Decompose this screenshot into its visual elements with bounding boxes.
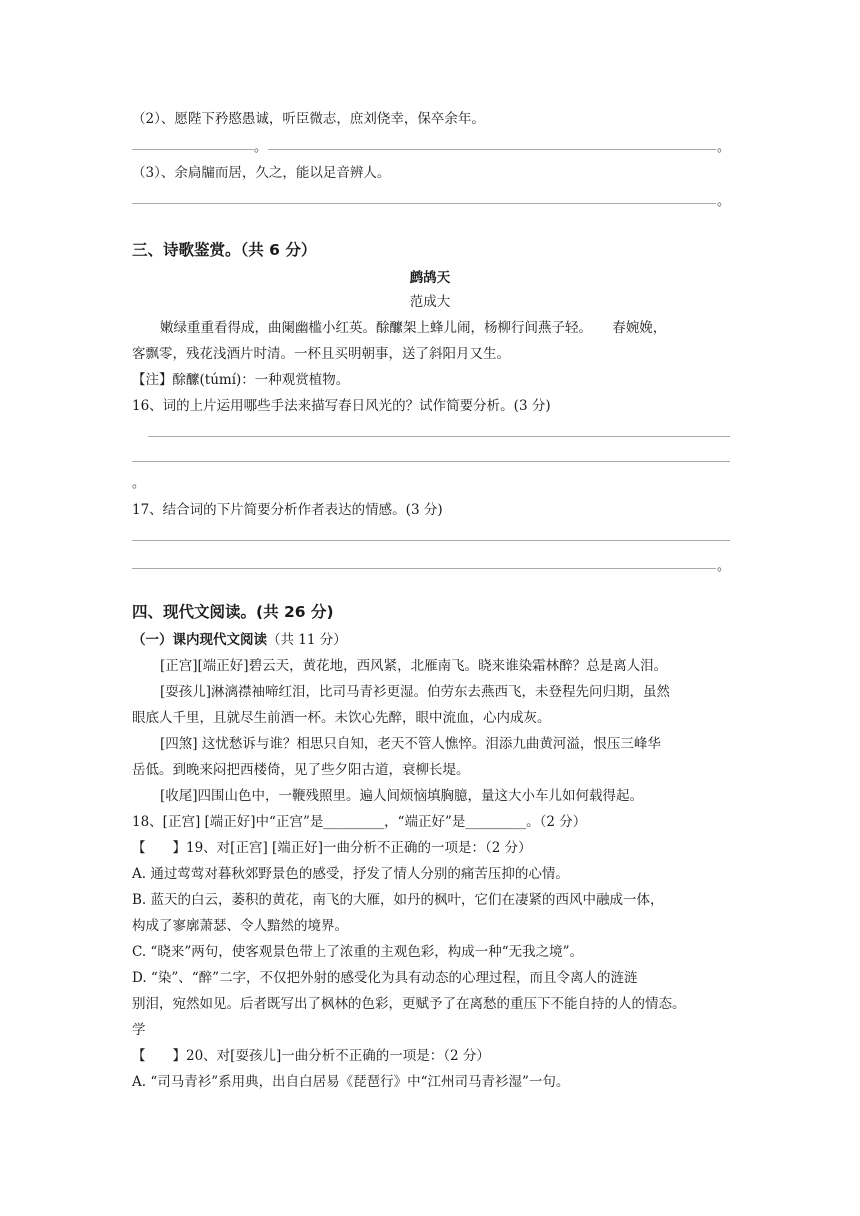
qu-paragraph: [正宫][端正好]碧云天，黄花地，西风紧，北雁南飞。晓来谁染霜林醉？总是离人泪。	[160, 658, 668, 674]
answer-line-2a[interactable]	[132, 149, 254, 150]
answer-line-2b[interactable]	[268, 149, 716, 150]
question-19: 【 】19、对[正宫] [端正好]一曲分析不正确的一项是：（2 分）	[132, 840, 532, 856]
option-d: D. “染”、“醉”二字，不仅把外射的感受化为具有动态的心理过程，而且令离人的涟涟	[132, 970, 638, 986]
option-a: A. 通过莺莺对暮秋郊野景色的感受，抒发了情人分别的痛苦压抑的心情。	[132, 866, 569, 882]
option-d: 别泪，宛然如见。后者既写出了枫林的色彩，更赋予了在离愁的重压下不能自持的人的情态。	[132, 996, 686, 1012]
poem-line: 客飘零，残花浅酒片时清。一杯且买明朝事，送了斜阳月又生。	[132, 346, 510, 362]
option-b: 构成了寥廓萧瑟、令人黯然的境界。	[132, 918, 348, 934]
period-mark: 。	[717, 194, 731, 209]
period-mark: 。	[254, 140, 268, 155]
poem-note: 【注】酴醿(túmí)：一种观赏植物。	[132, 372, 350, 388]
poem-title: 鹧鸪天	[409, 270, 451, 286]
answer-line-17a[interactable]	[132, 540, 730, 541]
option-a: A. “司马青衫”系用典，出自白居易《琵琶行》中“江州司马青衫湿”一句。	[132, 1074, 570, 1090]
subsection-heading	[132, 630, 347, 650]
answer-line-16a[interactable]	[148, 436, 730, 437]
question-18: 18、[正宫] [端正好]中“正宫”是_________，“端正好”是_________。（2 分）	[132, 814, 587, 830]
period-mark: 。	[717, 140, 731, 155]
question-17: 17、结合词的下片简要分析作者表达的情感。(3 分)	[132, 502, 443, 518]
translation-item-3: （3）、余扃牖而居，久之，能以足音辨人。	[132, 165, 391, 181]
subsection-title: （一）课内现代文阅读	[132, 632, 267, 648]
option-b: B. 蓝天的白云，萎积的黄花，南飞的大雁，如丹的枫叶，它们在凄紧的西风中融成一体，	[132, 892, 664, 908]
option-c: C. “晓来”两句，使客观景色带上了浓重的主观色彩，构成一种“无我之境”。	[132, 944, 584, 960]
answer-line-16b[interactable]	[132, 461, 730, 462]
qu-paragraph: 岳低。到晚来闷把西楼倚，见了些夕阳古道，衰柳长堤。	[132, 762, 470, 778]
qu-paragraph: 眼底人千里，且就尽生前酒一杯。未饮心先醉，眼中流血，心内成灰。	[132, 710, 551, 726]
section-3-heading: 三、诗歌鉴赏。（共 6 分）	[132, 241, 317, 259]
period-mark: 。	[132, 476, 146, 491]
question-16: 16、词的上片运用哪些手法来描写春日风光的？试作简要分析。(3 分)	[132, 398, 551, 414]
qu-paragraph: [收尾]四围山色中，一鞭残照里。遍人间烦恼填胸臆，量这大小车儿如何载得起。	[160, 788, 644, 804]
period-mark: 。	[717, 559, 731, 574]
option-d: 学	[132, 1022, 146, 1038]
answer-line-3[interactable]	[132, 203, 716, 204]
section-4-heading: 四、现代文阅读。(共 26 分)	[132, 603, 334, 621]
translation-item-2: （2）、愿陛下矜愍愚诚，听臣微志，庶刘侥幸，保卒余年。	[132, 111, 485, 127]
poem-author: 范成大	[409, 294, 451, 310]
qu-paragraph: [四煞] 这忧愁诉与谁？相思只自知，老天不管人憔悴。泪添九曲黄河溢，恨压三峰华	[160, 736, 661, 752]
qu-paragraph: [耍孩儿]淋漓襟袖啼红泪，比司马青衫更湿。伯劳东去燕西飞，未登程先问归期，虽然	[160, 684, 671, 700]
subsection-score: （共 11 分）	[267, 632, 347, 648]
answer-line-17b[interactable]	[132, 568, 716, 569]
question-20: 【 】20、对[耍孩儿]一曲分析不正确的一项是：（2 分）	[132, 1048, 490, 1064]
poem-line: 嫩绿重重看得成，曲阑幽槛小红英。酴醿架上蜂儿闹，杨柳行间燕子轻。 春婉娩，	[160, 320, 667, 336]
